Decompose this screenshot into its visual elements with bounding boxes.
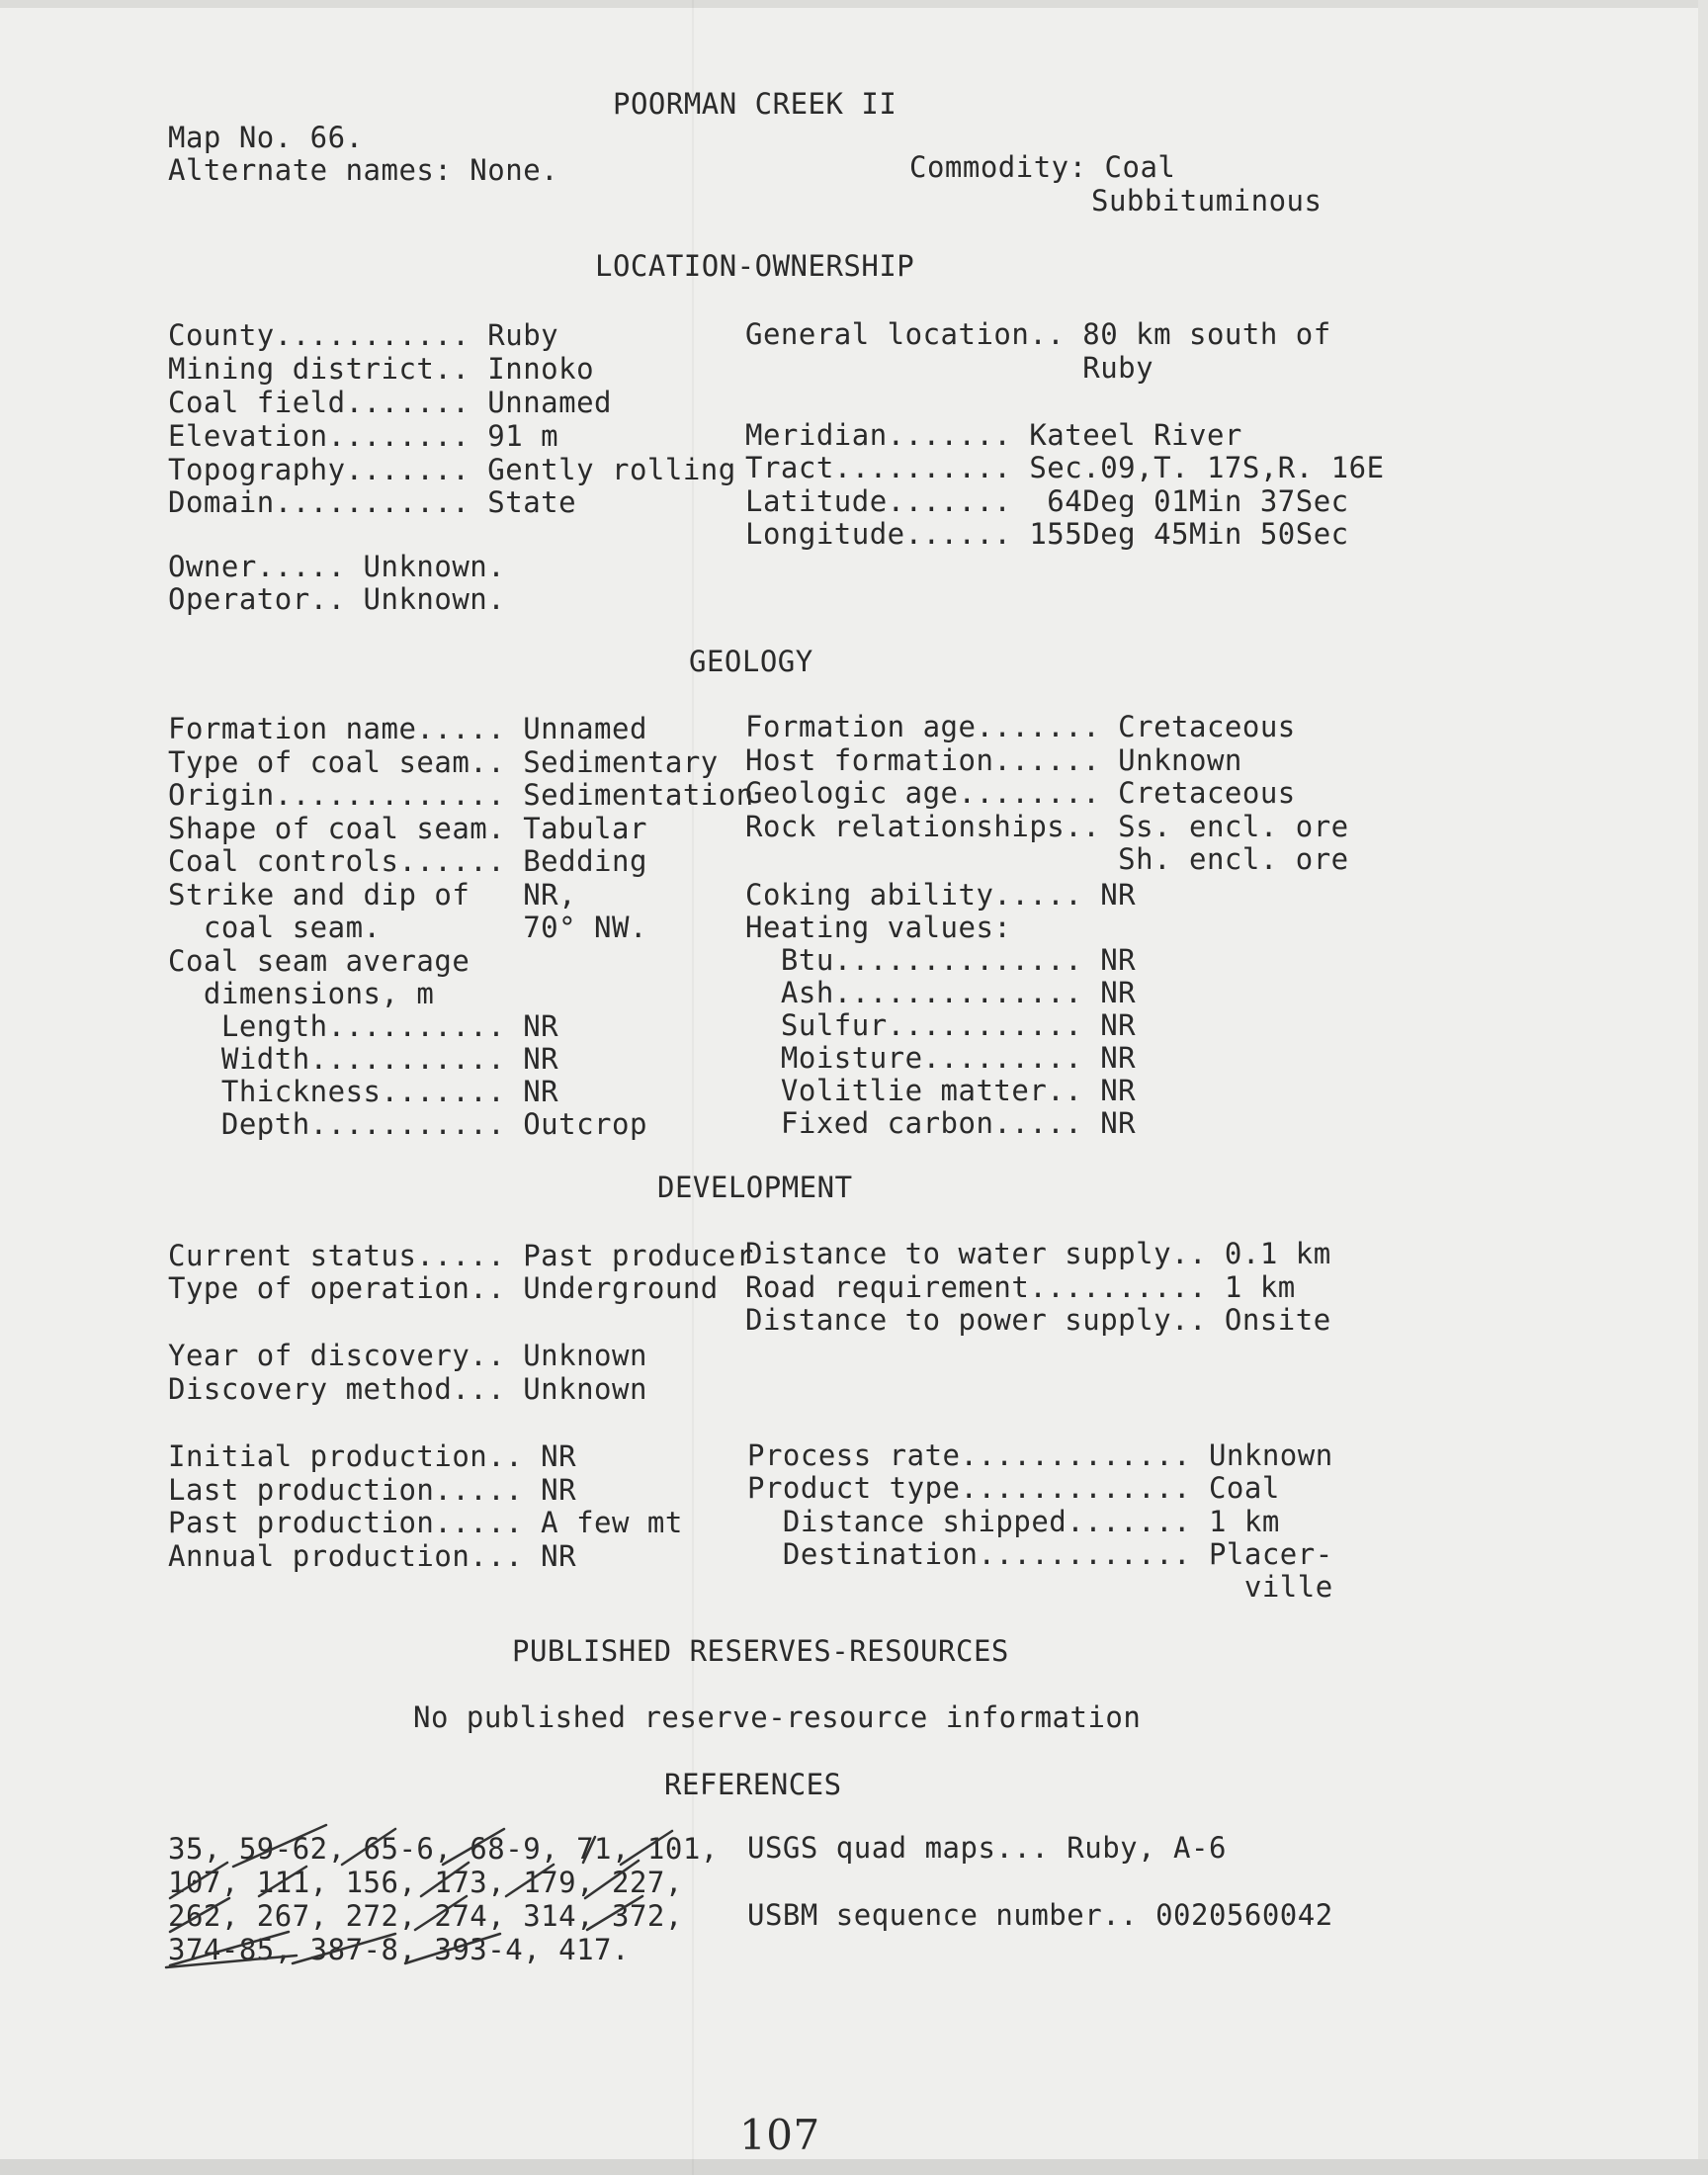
location-field: Topography....... Gently rolling xyxy=(168,453,736,486)
location-field: Mining district.. Innoko xyxy=(168,352,595,386)
development-field: Year of discovery.. Unknown xyxy=(168,1339,647,1372)
location-field: Domain........... State xyxy=(168,485,577,519)
geology-field: Coal seam average xyxy=(168,944,470,978)
operator: Operator.. Unknown. xyxy=(168,582,506,616)
usgs-quad-maps: USGS quad maps... Ruby, A-6 xyxy=(747,1831,1227,1865)
location-field: Tract.......... Sec.09,T. 17S,R. 16E xyxy=(745,451,1385,484)
development-field: Annual production... NR xyxy=(168,1539,577,1573)
development-field: Process rate............. Unknown xyxy=(747,1438,1333,1472)
reference-numbers-line: 35, 59-62, 65-6, 68-9, 71, 101, xyxy=(168,1832,719,1866)
reference-numbers-line: 374-85, 387-8, 393-4, 417. xyxy=(168,1933,630,1966)
location-field: County........... Ruby xyxy=(168,318,559,352)
development-field: Distance shipped....... 1 km xyxy=(747,1505,1280,1538)
development-field: Destination............ Placer- xyxy=(747,1537,1333,1571)
geology-field: coal seam. 70° NW. xyxy=(168,911,647,944)
page-number-handwritten: 107 xyxy=(739,2111,820,2159)
section-heading-location-ownership: LOCATION-OWNERSHIP xyxy=(595,249,915,283)
location-field: Coal field....... Unnamed xyxy=(168,386,612,419)
geology-field: Host formation...... Unknown xyxy=(745,743,1242,777)
location-field: Latitude....... 64Deg 01Min 37Sec xyxy=(745,484,1349,518)
geology-field: Coal controls...... Bedding xyxy=(168,844,647,878)
section-heading-development: DEVELOPMENT xyxy=(657,1171,853,1204)
geology-field: Volitlie matter.. NR xyxy=(745,1074,1137,1107)
owner: Owner..... Unknown. xyxy=(168,550,506,583)
geology-field: Origin............. Sedimentation xyxy=(168,778,754,812)
development-field: Last production..... NR xyxy=(168,1473,577,1507)
geology-field: Moisture......... NR xyxy=(745,1041,1137,1075)
commodity-subtype: Subbituminous xyxy=(1091,184,1323,218)
geology-field: Sulfur........... NR xyxy=(745,1008,1137,1042)
page-title: POORMAN CREEK II xyxy=(613,87,897,121)
development-field: Product type............. Coal xyxy=(747,1471,1280,1505)
reserves-text: No published reserve-resource information xyxy=(413,1700,1142,1734)
development-field: Road requirement.......... 1 km xyxy=(745,1270,1296,1304)
geology-field: Geologic age........ Cretaceous xyxy=(745,776,1296,810)
geology-field: dimensions, m xyxy=(168,977,435,1010)
location-field: Ruby xyxy=(745,351,1154,385)
section-heading-geology: GEOLOGY xyxy=(689,645,813,678)
geology-field: Thickness....... NR xyxy=(168,1075,559,1108)
geology-field: Formation age....... Cretaceous xyxy=(745,710,1296,743)
geology-field: Depth........... Outcrop xyxy=(168,1107,647,1141)
development-field: Initial production.. NR xyxy=(168,1439,577,1473)
location-field: Meridian....... Kateel River xyxy=(745,418,1242,452)
development-field: ville xyxy=(747,1570,1333,1604)
development-field: Discovery method... Unknown xyxy=(168,1372,647,1406)
reference-numbers-line: 107, 111, 156, 173, 179, 227, xyxy=(168,1866,683,1899)
development-field: Distance to water supply.. 0.1 km xyxy=(745,1237,1331,1270)
alternate-names: Alternate names: None. xyxy=(168,153,559,187)
geology-field: Type of coal seam.. Sedimentary xyxy=(168,745,719,779)
geology-field: Heating values: xyxy=(745,911,1012,944)
geology-field: Rock relationships.. Ss. encl. ore xyxy=(745,810,1349,843)
geology-field: Strike and dip of NR, xyxy=(168,878,577,912)
location-field: Longitude...... 155Deg 45Min 50Sec xyxy=(745,517,1349,551)
development-field: Distance to power supply.. Onsite xyxy=(745,1303,1331,1337)
section-heading-reserves: PUBLISHED RESERVES-RESOURCES xyxy=(512,1634,1009,1668)
geology-field: Ash.............. NR xyxy=(745,976,1137,1009)
development-field: Current status..... Past producer xyxy=(168,1239,754,1272)
geology-field: Sh. encl. ore xyxy=(745,842,1349,876)
commodity: Commodity: Coal xyxy=(909,150,1176,184)
geology-field: Btu.............. NR xyxy=(745,943,1137,977)
location-field: Elevation........ 91 m xyxy=(168,419,559,453)
reference-numbers-line: 262, 267, 272, 274, 314, 372, xyxy=(168,1899,683,1933)
geology-field: Fixed carbon..... NR xyxy=(745,1106,1137,1140)
geology-field: Shape of coal seam. Tabular xyxy=(168,812,647,845)
geology-field: Formation name..... Unnamed xyxy=(168,712,647,745)
geology-field: Coking ability..... NR xyxy=(745,878,1137,912)
usbm-sequence-number: USBM sequence number.. 0020560042 xyxy=(747,1898,1333,1932)
development-field: Past production..... A few mt xyxy=(168,1506,683,1539)
development-field: Type of operation.. Underground xyxy=(168,1271,719,1305)
geology-field: Width........... NR xyxy=(168,1042,559,1076)
geology-field: Length.......... NR xyxy=(168,1009,559,1043)
map-number: Map No. 66. xyxy=(168,121,364,154)
location-field: General location.. 80 km south of xyxy=(745,317,1331,351)
section-heading-references: REFERENCES xyxy=(664,1768,842,1801)
